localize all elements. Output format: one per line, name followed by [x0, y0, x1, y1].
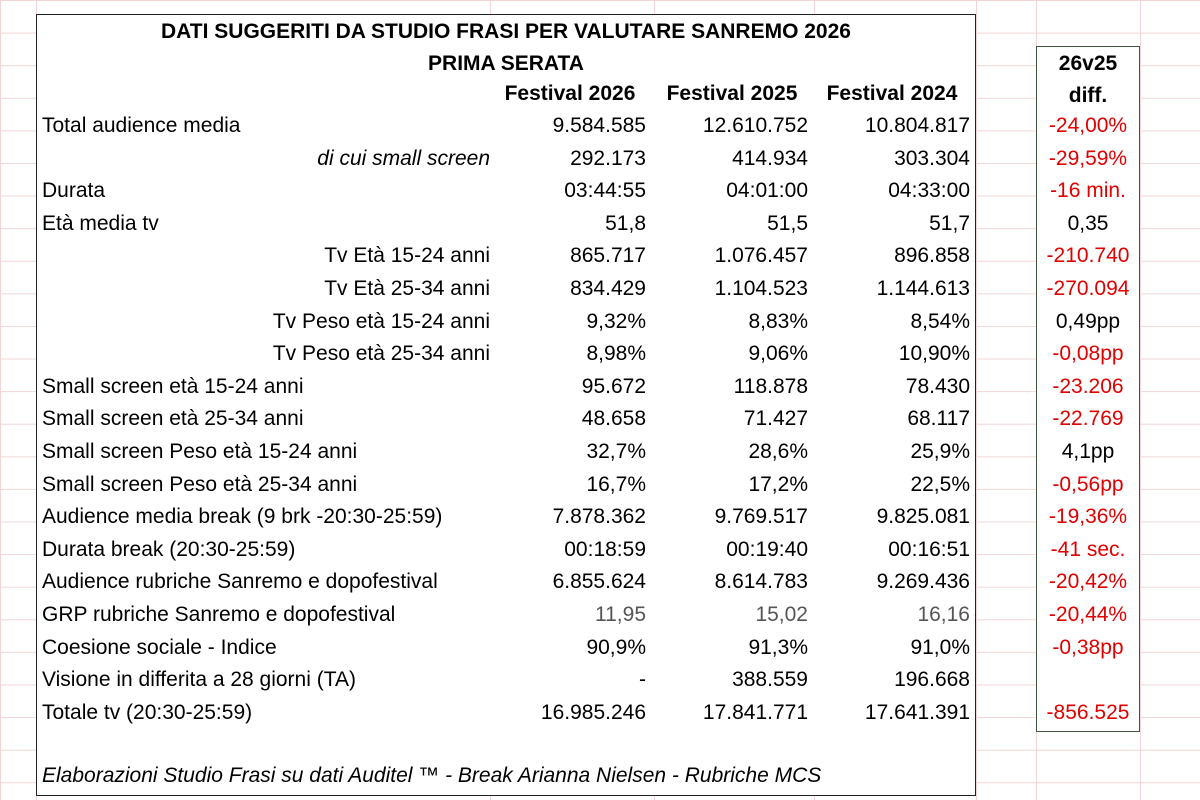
- cell-v2025: 118.878: [733, 374, 808, 398]
- cell-v2026: 9,32%: [586, 309, 646, 333]
- table-row: [36, 473, 1140, 506]
- table-row: [36, 342, 1140, 375]
- cell-diff: -29,59%: [1048, 146, 1128, 170]
- cell-v2026: 48.658: [581, 407, 646, 431]
- cell-v2026: 865.717: [570, 244, 646, 268]
- row-label: Small screen Peso età 15-24 anni: [42, 440, 358, 463]
- cell-v2024: 303.304: [894, 146, 970, 170]
- row-label: Audience media break (9 brk -20:30-25:59): [42, 505, 443, 529]
- cell-v2025: 91,3%: [748, 635, 808, 659]
- row-label: Audience rubriche Sanremo e dopofestival: [42, 570, 438, 594]
- row-label: Totale tv (20:30-25:59): [42, 700, 253, 724]
- cell-v2026: 00:18:59: [564, 537, 646, 561]
- cell-v2025: 1.076.457: [714, 244, 808, 268]
- cell-diff: -20,44%: [1048, 603, 1128, 626]
- col-header-2026: Festival 2026: [504, 82, 636, 105]
- table-row: [36, 603, 1140, 636]
- cell-v2026: 51,8: [605, 211, 646, 235]
- row-label: Small screen età 25-34 anni: [42, 407, 304, 431]
- row-label: Tv Età 15-24 anni: [324, 244, 490, 268]
- col-header-2025: Festival 2025: [666, 82, 798, 105]
- col-header-2024: Festival 2024: [826, 82, 958, 105]
- cell-diff: 0,49pp: [1055, 309, 1121, 333]
- table-row: [36, 407, 1140, 440]
- table-row: [36, 179, 1140, 212]
- cell-v2026: 11,95: [595, 603, 646, 626]
- cell-diff: -210.740: [1046, 244, 1130, 268]
- cell-v2026: 8,98%: [586, 342, 646, 366]
- cell-v2026: 16.985.246: [540, 700, 646, 724]
- cell-v2026: 95.672: [581, 374, 646, 398]
- cell-v2025: 71.427: [743, 407, 808, 431]
- cell-diff: -24,00%: [1048, 114, 1128, 137]
- cell-diff: -22.769: [1052, 407, 1124, 431]
- cell-v2026: 9.584.585: [552, 114, 646, 137]
- cell-v2024: 25,9%: [910, 440, 970, 463]
- cell-diff: -0,38pp: [1052, 635, 1124, 659]
- cell-v2025: 17,2%: [748, 472, 808, 496]
- cell-v2024: 1.144.613: [876, 277, 970, 300]
- cell-v2026: 6.855.624: [552, 570, 646, 594]
- cell-diff: 0,35: [1067, 211, 1109, 235]
- diff-header-title: 26v25: [1058, 52, 1118, 75]
- cell-v2025: 00:19:40: [726, 537, 808, 561]
- cell-v2025: 8.614.783: [714, 570, 808, 594]
- cell-v2025: 12.610.752: [702, 114, 808, 137]
- cell-diff: -19,36%: [1048, 505, 1128, 529]
- table-row: [36, 212, 1140, 245]
- cell-v2024: 16,16: [917, 603, 970, 626]
- cell-v2024: 9.269.436: [876, 570, 970, 594]
- cell-v2025: 8,83%: [748, 309, 808, 333]
- table-row: [36, 505, 1140, 538]
- cell-v2025: 17.841.771: [702, 700, 808, 724]
- row-label: Durata: [42, 179, 106, 203]
- cell-v2026: 03:44:55: [564, 179, 646, 203]
- cell-diff: -41 sec.: [1050, 537, 1126, 561]
- table-row: [36, 668, 1140, 701]
- cell-v2025: 51,5: [767, 211, 808, 235]
- cell-v2025: 04:01:00: [726, 179, 808, 203]
- cell-v2024: 9.825.081: [876, 505, 970, 529]
- cell-v2024: 17.641.391: [864, 700, 970, 724]
- cell-diff: -0,56pp: [1052, 472, 1124, 496]
- row-label: Small screen Peso età 25-34 anni: [42, 472, 358, 496]
- cell-diff: -20,42%: [1048, 570, 1128, 594]
- cell-diff: -270.094: [1046, 277, 1130, 300]
- table-subtitle: PRIMA SERATA: [428, 52, 584, 75]
- cell-v2025: 414.934: [732, 146, 808, 170]
- cell-v2025: 388.559: [732, 668, 808, 692]
- cell-v2025: 15,02: [755, 603, 808, 626]
- table-row: [36, 538, 1140, 571]
- cell-v2025: 9.769.517: [714, 505, 808, 529]
- diff-header-subtitle: diff.: [1068, 84, 1108, 107]
- table-row: [36, 701, 1140, 734]
- row-label: Small screen età 15-24 anni: [42, 374, 304, 398]
- cell-v2026: 32,7%: [586, 440, 646, 463]
- cell-v2025: 9,06%: [748, 342, 808, 366]
- cell-diff: -0,08pp: [1052, 342, 1124, 366]
- source-footer: Elaborazioni Studio Frasi su dati Auditel ™ - Break Arianna Nielsen - Rubriche MCS: [42, 764, 822, 787]
- cell-v2026: 834.429: [570, 277, 646, 300]
- table-row: [36, 570, 1140, 603]
- table-row: [36, 440, 1140, 473]
- row-label: di cui small screen: [317, 146, 490, 170]
- cell-v2024: 51,7: [929, 211, 970, 235]
- row-label: Coesione sociale - Indice: [42, 635, 277, 659]
- row-label: Tv Peso età 15-24 anni: [272, 309, 490, 333]
- row-label: Tv Peso età 25-34 anni: [272, 342, 490, 366]
- cell-v2026: 90,9%: [586, 635, 646, 659]
- row-label: Visione in differita a 28 giorni (TA): [42, 668, 356, 692]
- table-row: [36, 114, 1140, 147]
- cell-diff: -23.206: [1052, 374, 1124, 398]
- cell-diff: 4,1pp: [1061, 440, 1115, 463]
- cell-v2024: 78.430: [905, 374, 970, 398]
- cell-v2026: 7.878.362: [552, 505, 646, 529]
- table-row: [36, 375, 1140, 408]
- row-label: Total audience media: [42, 114, 241, 137]
- cell-v2024: 196.668: [894, 668, 970, 692]
- cell-v2024: 896.858: [894, 244, 970, 268]
- cell-v2024: 91,0%: [910, 635, 970, 659]
- cell-v2026: 16,7%: [586, 472, 646, 496]
- table-row: [36, 147, 1140, 180]
- cell-v2025: 1.104.523: [714, 277, 808, 300]
- table-row: [36, 636, 1140, 669]
- cell-v2025: 28,6%: [748, 440, 808, 463]
- cell-v2024: 00:16:51: [888, 537, 970, 561]
- table-row: [36, 277, 1140, 310]
- table-row: [36, 244, 1140, 277]
- row-label: Tv Età 25-34 anni: [324, 277, 490, 300]
- row-label: Età media tv: [42, 211, 159, 235]
- row-label: Durata break (20:30-25:59): [42, 537, 296, 561]
- cell-v2026: 292.173: [570, 146, 646, 170]
- cell-diff: -16 min.: [1050, 179, 1126, 203]
- cell-v2024: 04:33:00: [888, 179, 970, 203]
- cell-diff: -856.525: [1046, 700, 1130, 724]
- cell-v2024: 68.117: [907, 407, 970, 431]
- row-label: GRP rubriche Sanremo e dopofestival: [42, 603, 396, 626]
- cell-v2024: 10.804.817: [864, 114, 970, 137]
- table-title: DATI SUGGERITI DA STUDIO FRASI PER VALUTARE SANREMO 2026: [161, 20, 851, 43]
- cell-v2024: 10,90%: [898, 342, 970, 366]
- cell-v2026: -: [639, 668, 646, 692]
- table-row: [36, 310, 1140, 343]
- cell-v2024: 22,5%: [910, 472, 970, 496]
- cell-v2024: 8,54%: [910, 309, 970, 333]
